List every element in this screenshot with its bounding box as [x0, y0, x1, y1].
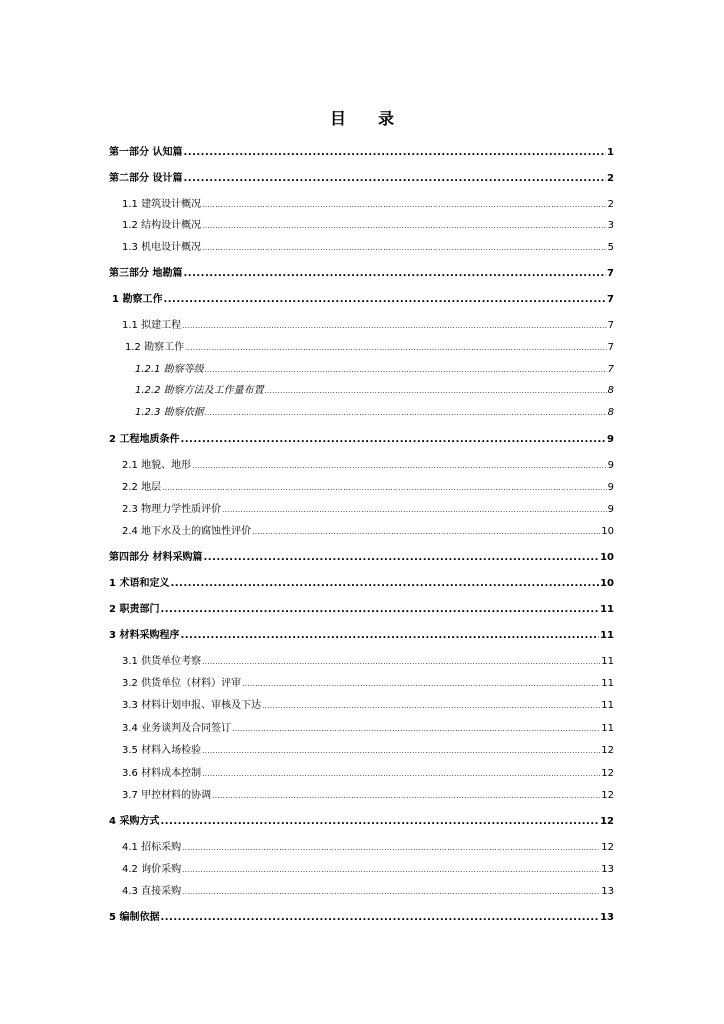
toc-entry[interactable] [109, 147, 614, 159]
toc-entry[interactable] [122, 460, 614, 472]
toc-entry-page-number: 5 [607, 242, 614, 253]
toc-entry[interactable] [122, 199, 614, 211]
toc-entry-page-number: 9 [607, 434, 614, 445]
toc-entry[interactable] [109, 912, 614, 924]
toc-entry-page-number: 2 [607, 173, 614, 184]
toc-dot-leader [205, 407, 607, 419]
toc-dot-leader [182, 886, 600, 898]
toc-dot-leader [202, 768, 600, 780]
toc-entry[interactable] [122, 526, 614, 538]
toc-entry-page-number: 8 [607, 385, 614, 396]
toc-dot-leader [182, 842, 600, 854]
toc-entry[interactable] [122, 320, 614, 332]
toc-entry-page-number: 7 [607, 294, 614, 305]
toc-entry-label: 1 勘察工作 [112, 294, 163, 305]
toc-entry-label: 第三部分 地勘篇 [109, 268, 183, 279]
toc-entry-label: 第一部分 认知篇 [109, 147, 183, 158]
toc-entry-label: 2.3 物理力学性质评价 [122, 504, 222, 515]
toc-dot-leader [202, 220, 607, 232]
toc-entry-label: 4 采购方式 [109, 816, 160, 827]
toc-dot-leader [182, 320, 607, 332]
toc-entry-label: 4.3 直接采购 [122, 886, 182, 897]
toc-entry-label: 1.1 建筑设计概况 [122, 199, 202, 210]
toc-entry[interactable] [122, 790, 614, 802]
toc-dot-leader [180, 630, 599, 642]
toc-entry[interactable] [122, 768, 614, 780]
toc-entry-label: 2.1 地貌、地形 [122, 460, 192, 471]
toc-entry-page-number: 10 [600, 578, 614, 589]
toc-entry-page-number: 1 [607, 147, 614, 158]
toc-entry-label: 2 职责部门 [109, 604, 160, 615]
toc-entry-label: 第四部分 材料采购篇 [109, 552, 203, 563]
toc-dot-leader [183, 173, 606, 185]
toc-entry[interactable] [109, 552, 614, 564]
toc-entry[interactable] [109, 604, 614, 616]
toc-entry-label: 3.2 供货单位（材料）评审 [122, 678, 242, 689]
toc-entry[interactable] [122, 220, 614, 232]
toc-entry-page-number: 13 [601, 886, 614, 897]
toc-entry-label: 3.3 材料计划申报、审核及下达 [122, 700, 262, 711]
toc-entry-label: 2 工程地质条件 [109, 434, 180, 445]
toc-dot-leader [222, 504, 607, 516]
toc-entry-page-number: 11 [600, 604, 614, 615]
toc-dot-leader [205, 364, 607, 376]
toc-entry-page-number: 3 [607, 220, 614, 231]
toc-entry-page-number: 12 [601, 842, 614, 853]
toc-entry[interactable] [122, 745, 614, 757]
toc-entry-page-number: 8 [607, 407, 614, 418]
toc-dot-leader [180, 434, 606, 446]
toc-entry-page-number: 12 [601, 790, 614, 801]
toc-entry[interactable] [122, 656, 614, 668]
toc-entry[interactable] [109, 434, 614, 446]
toc-entry-label: 4.1 招标采购 [122, 842, 182, 853]
toc-dot-leader [163, 294, 606, 306]
page-title: 目 录 [329, 109, 394, 128]
toc-dot-leader [202, 242, 607, 254]
toc-entry-label: 1 术语和定义 [109, 578, 170, 589]
toc-entry-label: 3.6 材料成本控制 [122, 768, 202, 779]
toc-entry[interactable] [109, 816, 614, 828]
toc-entry-page-number: 11 [601, 678, 614, 689]
toc-entry-label: 2.4 地下水及土的腐蚀性评价 [122, 526, 252, 537]
toc-entry-page-number: 11 [600, 630, 614, 641]
toc-entry[interactable] [122, 482, 614, 494]
toc-dot-leader [252, 526, 600, 538]
toc-dot-leader [160, 912, 599, 924]
toc-entry-label: 1.3 机电设计概况 [122, 242, 202, 253]
toc-dot-leader [262, 700, 600, 712]
toc-entry[interactable] [122, 678, 614, 690]
toc-entry-page-number: 12 [600, 816, 614, 827]
toc-entry[interactable] [109, 268, 614, 280]
toc-dot-leader [192, 460, 607, 472]
toc-entry-label: 3.7 甲控材料的协调 [122, 790, 212, 801]
toc-dot-leader [185, 342, 607, 354]
toc-entry[interactable] [122, 723, 614, 735]
toc-entry[interactable] [135, 407, 614, 419]
toc-entry[interactable] [109, 630, 614, 642]
toc-entry-page-number: 11 [601, 723, 614, 734]
toc-entry-page-number: 10 [600, 552, 614, 563]
toc-dot-leader [160, 816, 599, 828]
toc-entry[interactable] [122, 242, 614, 254]
toc-entry-label: 1.2.1 勘察等级 [135, 364, 204, 375]
toc-entry-page-number: 9 [607, 460, 614, 471]
toc-dot-leader [202, 199, 607, 211]
toc-entry-page-number: 12 [601, 745, 614, 756]
toc-entry[interactable] [122, 864, 614, 876]
toc-entry-label: 3.5 材料入场检验 [122, 745, 202, 756]
toc-entry-page-number: 7 [607, 268, 614, 279]
toc-entry-page-number: 9 [607, 504, 614, 515]
toc-entry-label: 1.2.2 勘察方法及工作量布置 [135, 385, 264, 396]
toc-entry-page-number: 10 [601, 526, 614, 537]
toc-dot-leader [160, 604, 599, 616]
toc-entry[interactable] [135, 385, 614, 397]
toc-entry-label: 3.1 供货单位考察 [122, 656, 202, 667]
toc-entry-label: 1.2 结构设计概况 [122, 220, 202, 231]
toc-entry-label: 1.2.3 勘察依据 [135, 407, 204, 418]
toc-entry-label: 1.2 勘察工作 [125, 342, 185, 353]
toc-entry[interactable] [122, 700, 614, 712]
toc-entry-label: 3.4 业务谈判及合同签订 [122, 723, 232, 734]
toc-dot-leader [265, 385, 607, 397]
toc-entry[interactable] [125, 342, 614, 354]
toc-dot-leader [203, 552, 599, 564]
toc-entry-page-number: 13 [601, 864, 614, 875]
toc-entry[interactable] [109, 173, 614, 185]
toc-dot-leader [162, 482, 607, 494]
toc-dot-leader [232, 723, 600, 735]
toc-entry-page-number: 13 [600, 912, 614, 923]
toc-dot-leader [242, 678, 600, 690]
toc-dot-leader [183, 268, 606, 280]
toc-entry[interactable] [122, 842, 614, 854]
toc-dot-leader [202, 656, 600, 668]
toc-entry-page-number: 11 [601, 656, 614, 667]
toc-dot-leader [183, 147, 606, 159]
toc-dot-leader [212, 790, 600, 802]
toc-entry-label: 2.2 地层 [122, 482, 162, 493]
toc-entry-page-number: 2 [607, 199, 614, 210]
toc-entry[interactable] [122, 886, 614, 898]
toc-entry-page-number: 9 [607, 482, 614, 493]
toc-entry-page-number: 7 [607, 320, 614, 331]
toc-entry-page-number: 7 [607, 342, 614, 353]
toc-entry-page-number: 12 [601, 768, 614, 779]
toc-entry-label: 5 编制依据 [109, 912, 160, 923]
toc-entry-label: 4.2 询价采购 [122, 864, 182, 875]
toc-entry[interactable] [135, 364, 614, 376]
toc-entry-page-number: 11 [601, 700, 614, 711]
toc-dot-leader [170, 578, 599, 590]
toc-entry-page-number: 7 [607, 364, 614, 375]
toc-entry[interactable] [112, 294, 614, 306]
toc-entry[interactable] [122, 504, 614, 516]
toc-dot-leader [182, 864, 600, 876]
toc-dot-leader [202, 745, 600, 757]
toc-entry-label: 3 材料采购程序 [109, 630, 180, 641]
toc-entry-label: 1.1 拟建工程 [122, 320, 182, 331]
toc-entry[interactable] [109, 578, 614, 590]
toc-entry-label: 第二部分 设计篇 [109, 173, 183, 184]
